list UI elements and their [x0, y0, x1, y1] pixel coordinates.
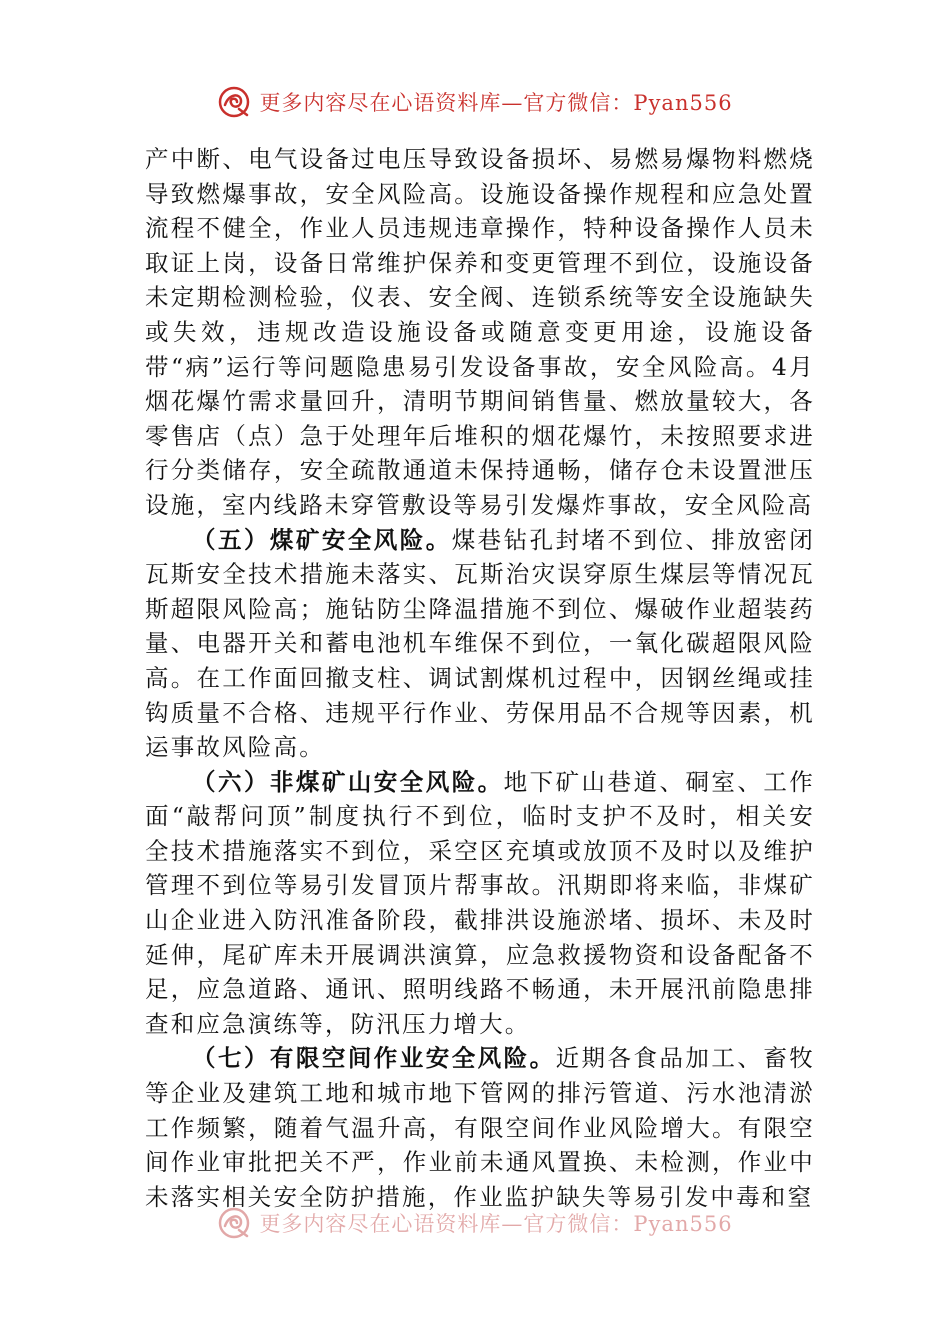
watermark-banner-bottom — [0, 1205, 950, 1241]
section-heading-7: （七）有限空间作业安全风险。 — [192, 1044, 556, 1073]
page-body — [0, 142, 950, 1220]
paragraph-non-coal-mine — [145, 765, 815, 1042]
paragraph-text: 产中断、电气设备过电压导致设备损坏、易燃易爆物料燃烧导致燃爆事故，安全风险高。设施设备操作规程和应急处置流程不健全，作业人员违规违章操作，特种设备操作人员未取证上岗，设备日常维护保养和变更管理不到位，设施设备未定期检测检验，仪表、安全阀、连锁系统等安全设施缺失或失效，违规改造设施设备或随意变更用途，设施设备带“病”运行等问题隐患易引发设备事故，安全风险高。4月烟花爆竹需求量回升，清明节期间销售量、燃放量较大，各零售店（点）急于处理年后堆积的烟花爆竹，未按照要求进行分类储存，安全疏散通道未保持通畅，储存仓未设置泄压设施，室内线路未穿管敷设等易引发爆炸事故，安全风险高 — [145, 145, 815, 519]
section-heading-5: （五）煤矿安全风险。 — [192, 525, 452, 554]
document-content — [145, 142, 815, 1214]
paragraph-text: 煤巷钻孔封堵不到位、排放密闭瓦斯安全技术措施未落实、瓦斯治灾误穿原生煤层等情况瓦斯超限风险高；施钻防尘降温措施不到位、爆破作业超装药量、电器开关和蓄电池机车维保不到位，一氧化碳超限风险高。在工作面回撤支柱、调试割煤机过程中，因钢丝绳或挂钩质量不合格、违规平行作业、劳保用品不合规等因素，机运事故风险高。 — [145, 525, 816, 762]
watermark-text: 更多内容尽在心语资料库—官方微信：Pyan556 — [259, 91, 733, 115]
paragraph-confined-space — [145, 1041, 815, 1214]
paragraph-text: 近期各食品加工、畜牧等企业及建筑工地和城市地下管网的排污管道、污水池清淤工作频繁，随着气温升高，有限空间作业风险增大。有限空间作业审批把关不严，作业前未通风置换、未检测，作业中未落实相关安全防护措施，作业监护缺失等易引发中毒和窒 — [145, 1044, 815, 1211]
swirl-logo-icon — [217, 1206, 251, 1240]
watermark-text: 更多内容尽在心语资料库—官方微信：Pyan556 — [259, 1212, 733, 1236]
section-heading-6: （六）非煤矿山安全风险。 — [192, 767, 504, 796]
paragraph-text: 地下矿山巷道、硐室、工作面“敲帮问顶”制度执行不到位，临时支护不及时，相关安全技术措施落实不到位，采空区充填或放顶不及时以及维护管理不到位等易引发冒顶片帮事故。汛期即将来临，非煤矿山企业进入防汛准备阶段，截排洪设施淤堵、损坏、未及时延伸，尾矿库未开展调洪演算，应急救援物资和设备配备不足，应急道路、通讯、照明线路不畅通，未开展汛前隐患排查和应急演练等，防汛压力增大。 — [145, 767, 815, 1038]
watermark-banner-top — [0, 84, 950, 120]
paragraph-continuation — [145, 142, 815, 523]
swirl-logo-icon — [217, 85, 251, 119]
paragraph-coal-mine — [145, 523, 815, 765]
